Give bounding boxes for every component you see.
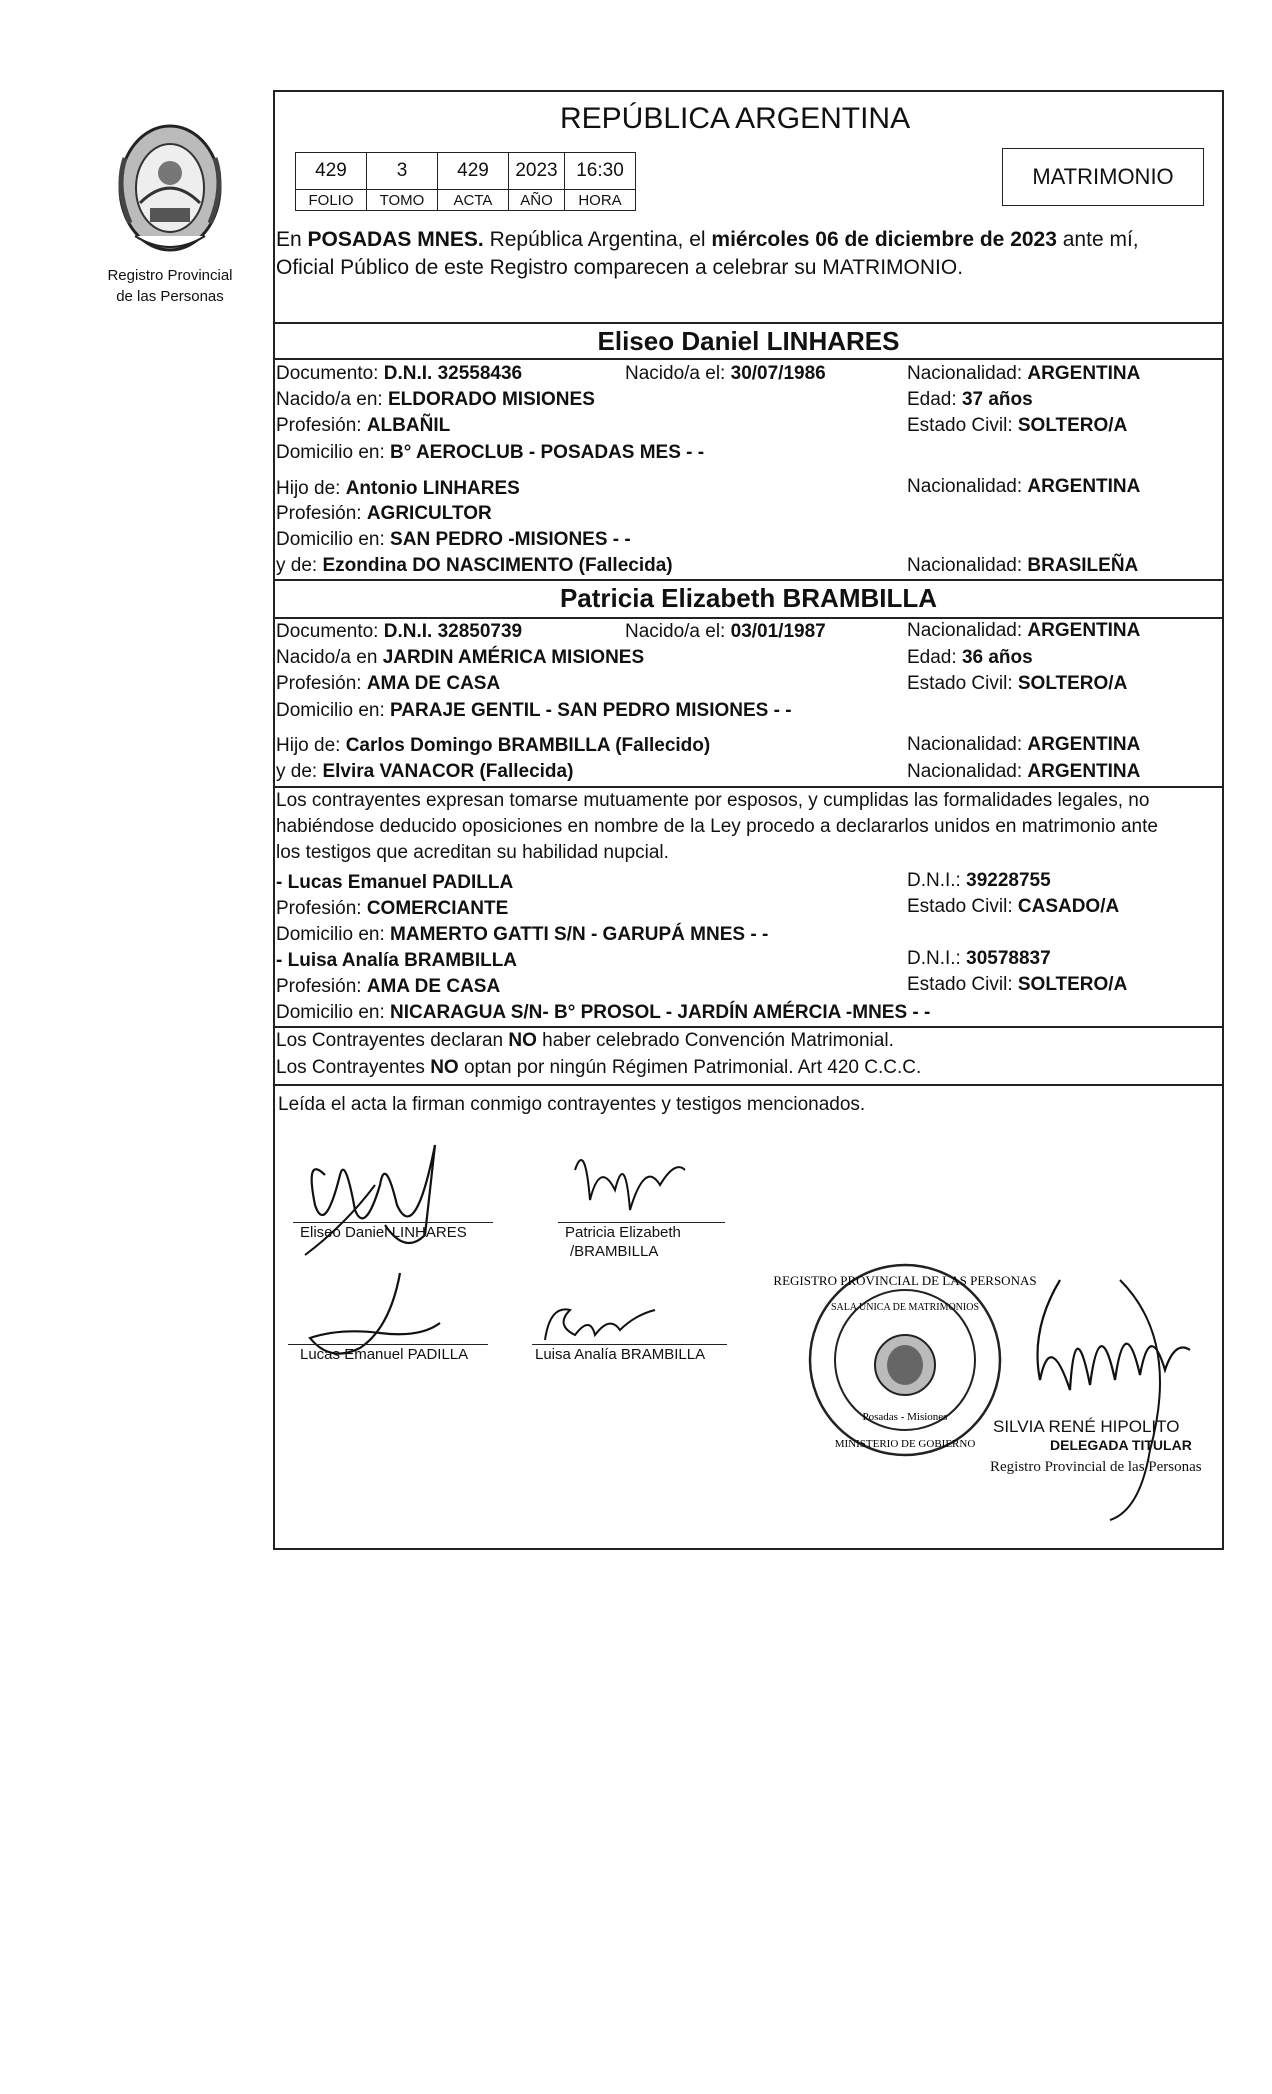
declaration-line2: habiéndose deducido oposiciones en nombre de la Ley procedo a declararlos unidos en matrimonio ante — [276, 816, 1158, 837]
tomo-label: TOMO — [367, 190, 438, 211]
spouse2-birthdate: Nacido/a el: 03/01/1987 — [625, 621, 826, 642]
divider — [273, 786, 1224, 788]
divider — [273, 579, 1224, 581]
spouse2-profession: Profesión: AMA DE CASA — [276, 673, 501, 694]
registry-logo — [95, 118, 245, 305]
witness2-profession: Profesión: AMA DE CASA — [276, 976, 501, 997]
coat-of-arms-icon — [110, 118, 230, 258]
witness2-dni: D.N.I.: 30578837 — [907, 948, 1051, 969]
hour-label: HORA — [565, 190, 636, 211]
spouse1-civil-status: Estado Civil: SOLTERO/A — [907, 415, 1128, 436]
page-title: REPÚBLICA ARGENTINA — [560, 102, 911, 135]
signature-label-spouse1: Eliseo Daniel LINHARES — [300, 1224, 467, 1241]
spouse1-father-profession: Profesión: AGRICULTOR — [276, 503, 492, 524]
signature-label-spouse2-line2: /BRAMBILLA — [570, 1243, 659, 1260]
acta-reference-table — [295, 152, 636, 211]
stamp-bottom-text: MINISTERIO DE GOBIERNO — [834, 1438, 976, 1450]
official-office: Registro Provincial de las Personas — [990, 1459, 1202, 1475]
spouse1-father-address: Domicilio en: SAN PEDRO -MISIONES - - — [276, 529, 631, 550]
spouse2-father-nationality: Nacionalidad: ARGENTINA — [907, 734, 1141, 755]
signature-line — [532, 1344, 727, 1345]
spouse2-father: Hijo de: Carlos Domingo BRAMBILLA (Fallecido) — [276, 735, 711, 756]
official-role: DELEGADA TITULAR — [1050, 1437, 1192, 1453]
witness1-profession: Profesión: COMERCIANTE — [276, 898, 509, 919]
spouse1-father-nationality: Nacionalidad: ARGENTINA — [907, 476, 1141, 497]
spouse2-age: Edad: 36 años — [907, 647, 1033, 668]
signature-label-witness2: Luisa Analía BRAMBILLA — [535, 1346, 706, 1363]
divider — [273, 322, 1224, 324]
divider — [273, 358, 1224, 360]
spouse2-nationality: Nacionalidad: ARGENTINA — [907, 620, 1141, 641]
signature-line — [288, 1344, 488, 1345]
signature-label-witness1: Lucas Emanuel PADILLA — [300, 1346, 469, 1363]
spouse2-civil-status: Estado Civil: SOLTERO/A — [907, 673, 1128, 694]
regime-line2: Los Contrayentes NO optan por ningún Régimen Patrimonial. Art 420 C.C.C. — [276, 1057, 922, 1078]
witness1-dni: D.N.I.: 39228755 — [907, 870, 1051, 891]
spouse1-name: Eliseo Daniel LINHARES — [597, 326, 900, 356]
spouse1-profession: Profesión: ALBAÑIL — [276, 415, 451, 436]
tomo-value: 3 — [367, 153, 438, 190]
hour-value: 16:30 — [565, 153, 636, 190]
spouse2-mother-nationality: Nacionalidad: ARGENTINA — [907, 761, 1141, 782]
official-stamp-icon — [773, 1255, 1037, 1465]
spouse1-birthdate: Nacido/a el: 30/07/1986 — [625, 363, 826, 384]
signature-line — [558, 1222, 725, 1223]
witness2-address: Domicilio en: NICARAGUA S/N- B° PROSOL - JARDÍN AMÉRCIA -MNES - - — [276, 1002, 931, 1023]
spouse1-mother: y de: Ezondina DO NASCIMENTO (Fallecida) — [276, 555, 673, 576]
spouse2-birthplace: Nacido/a en JARDIN AMÉRICA MISIONES — [276, 647, 645, 668]
spouse1-mother-nationality: Nacionalidad: BRASILEÑA — [907, 555, 1139, 576]
spouse1-birthplace: Nacido/a en: ELDORADO MISIONES — [276, 389, 595, 410]
official-name: SILVIA RENÉ HIPOLITO — [993, 1417, 1180, 1436]
witness1-address: Domicilio en: MAMERTO GATTI S/N - GARUPÁ MNES - - — [276, 924, 769, 945]
official-signature-scrawl-icon — [1000, 1250, 1210, 1530]
divider — [273, 1026, 1224, 1028]
closing-statement: Leída el acta la firman conmigo contrayentes y testigos mencionados. — [278, 1094, 866, 1115]
declaration-line1: Los contrayentes expresan tomarse mutuamente por esposos, y cumplidas las formalidades legales, no — [276, 790, 1150, 811]
stamp-city-text: Posadas - Misiones — [862, 1411, 948, 1423]
signature-label-spouse2-line1: Patricia Elizabeth — [565, 1224, 681, 1241]
witness2-name: - Luisa Analía BRAMBILLA — [276, 950, 518, 971]
spouse1-age: Edad: 37 años — [907, 389, 1033, 410]
spouse1-nationality: Nacionalidad: ARGENTINA — [907, 363, 1141, 384]
acta-value: 429 — [438, 153, 509, 190]
signature-scrawl-icon — [555, 1130, 705, 1230]
regime-line1: Los Contrayentes declaran NO haber celebrado Convención Matrimonial. — [276, 1030, 894, 1051]
spouse1-document: Documento: D.N.I. 32558436 — [276, 363, 523, 384]
folio-value: 429 — [296, 153, 367, 190]
spouse2-name: Patricia Elizabeth BRAMBILLA — [559, 583, 938, 613]
signature-line — [293, 1222, 493, 1223]
spouse2-document: Documento: D.N.I. 32850739 — [276, 621, 523, 642]
spouse1-father: Hijo de: Antonio LINHARES — [276, 478, 520, 499]
spouse2-mother: y de: Elvira VANACOR (Fallecida) — [276, 761, 574, 782]
year-label: AÑO — [509, 190, 565, 211]
witness1-name: - Lucas Emanuel PADILLA — [276, 872, 514, 893]
witness2-civil-status: Estado Civil: SOLTERO/A — [907, 974, 1128, 995]
spouse1-address: Domicilio en: B° AEROCLUB - POSADAS MES - - — [276, 442, 705, 463]
intro-line1: En POSADAS MNES. República Argentina, el miércoles 06 de diciembre de 2023 ante mí, — [276, 228, 1139, 251]
logo-caption-line1: Registro Provincial — [107, 267, 233, 284]
acta-label: ACTA — [438, 190, 509, 211]
divider — [273, 1084, 1224, 1086]
declaration-line3: los testigos que acreditan su habilidad nupcial. — [276, 842, 669, 863]
signature-scrawl-icon — [285, 1115, 485, 1265]
logo-caption-line2: de las Personas — [116, 288, 224, 305]
folio-label: FOLIO — [296, 190, 367, 211]
spouse2-address: Domicilio en: PARAJE GENTIL - SAN PEDRO MISIONES - - — [276, 700, 792, 721]
witness1-civil-status: Estado Civil: CASADO/A — [907, 896, 1120, 917]
stamp-inner-text: SALA UNICA DE MATRIMONIOS — [830, 1302, 980, 1313]
stamp-outer-text: REGISTRO PROVINCIAL DE LAS PERSONAS — [773, 1273, 1037, 1288]
acta-type-box: MATRIMONIO — [1002, 148, 1204, 206]
year-value: 2023 — [509, 153, 565, 190]
intro-line2: Oficial Público de este Registro comparecen a celebrar su MATRIMONIO. — [276, 256, 964, 279]
